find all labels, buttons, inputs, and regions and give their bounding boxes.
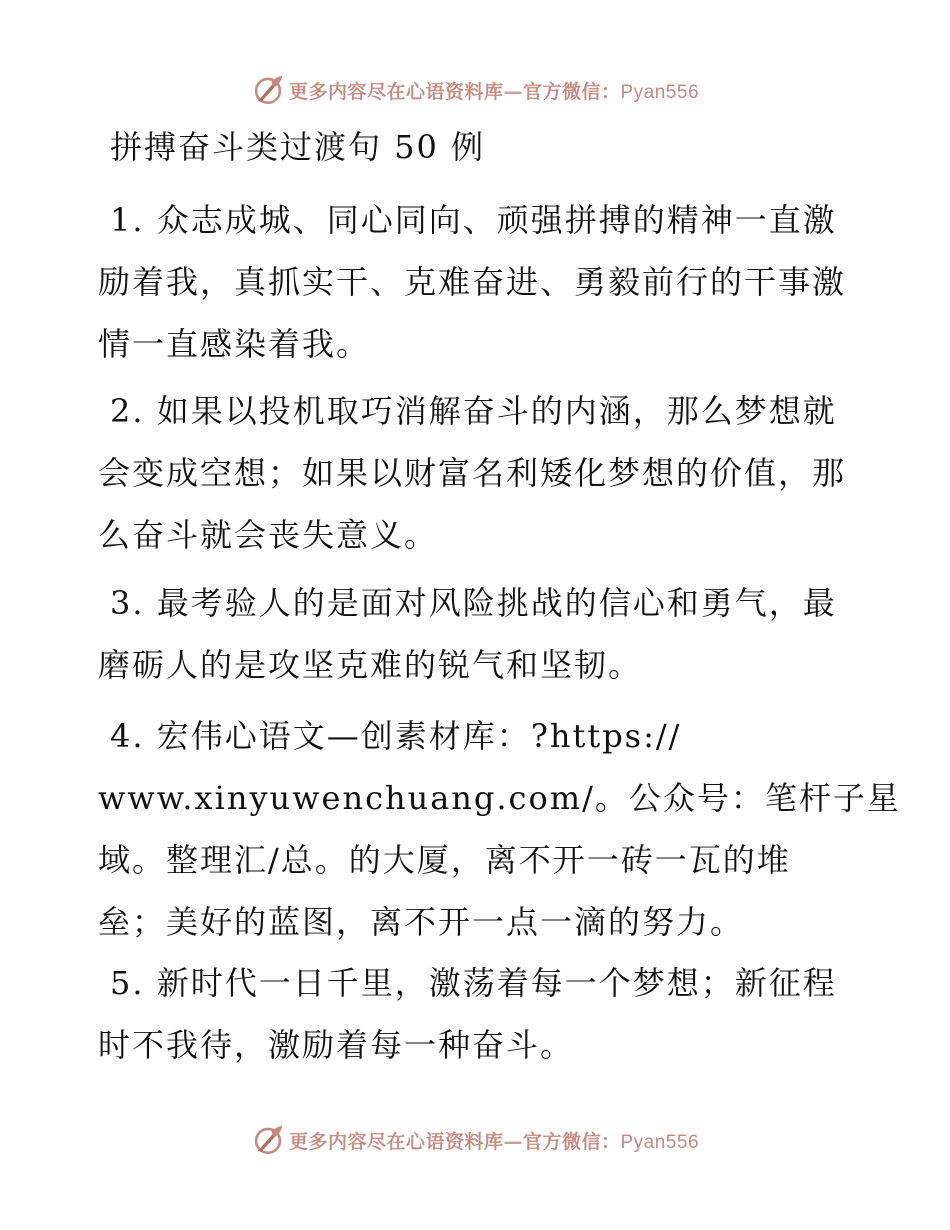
entry-5 [98, 952, 850, 1076]
banner-slogan [289, 77, 699, 104]
banner-wechat-id: Pyan556 [620, 81, 700, 103]
banner-separator: — [503, 1130, 523, 1153]
header-banner-content [251, 73, 699, 107]
entry-4 [98, 705, 901, 953]
banner-slogan [289, 1127, 699, 1154]
banner-wechat-id: Pyan556 [620, 1131, 700, 1153]
banner-slogan-text: 更多内容尽在心语资料库 [288, 1130, 504, 1153]
entry-line: 情一直感染着我。 [98, 325, 371, 363]
entry-1 [98, 189, 850, 375]
entry-line: 3. 最考验人的是面对风险挑战的信心和勇气，最 [110, 584, 837, 622]
entry-line: 会变成空想；如果以财富名利矮化梦想的价值，那 [98, 454, 847, 492]
entry-line: 1. 众志成城、同心同向、顽强拼搏的精神一直激 [110, 201, 837, 239]
entry-3 [98, 572, 850, 696]
footer-banner [0, 1120, 950, 1160]
feather-pen-logo-icon [251, 73, 285, 107]
document-title: 拼搏奋斗类过渡句 50 例 [110, 128, 486, 166]
banner-official-label: 官方微信： [522, 80, 621, 103]
entry-line: 2. 如果以投机取巧消解奋斗的内涵，那么梦想就 [110, 392, 837, 430]
entry-line: 4. 宏伟心语文—创素材库：?https:// [110, 717, 682, 755]
entry-line: 时不我待，激励着每一种奋斗。 [98, 1026, 575, 1064]
entry-2 [98, 380, 850, 566]
banner-official-label: 官方微信： [522, 1130, 621, 1153]
banner-slogan-text: 更多内容尽在心语资料库 [288, 80, 504, 103]
entry-line: www.xinyuwenchuang.com/。公众号：笔杆子星 [98, 779, 901, 817]
entry-line: 垒；美好的蓝图，离不开一点一滴的努力。 [98, 903, 745, 941]
header-banner [0, 70, 950, 110]
entry-line: 域。整理汇/总。的大厦，离不开一砖一瓦的堆 [98, 841, 791, 879]
footer-banner-content [251, 1123, 699, 1157]
banner-separator: — [503, 80, 523, 103]
entry-line: 磨砺人的是攻坚克难的锐气和坚韧。 [98, 646, 643, 684]
entry-line: 么奋斗就会丧失意义。 [98, 516, 439, 554]
entry-line: 5. 新时代一日千里，激荡着每一个梦想；新征程 [110, 964, 837, 1002]
entry-line: 励着我，真抓实干、克难奋进、勇毅前行的干事激 [98, 263, 847, 301]
feather-pen-logo-icon [251, 1123, 285, 1157]
